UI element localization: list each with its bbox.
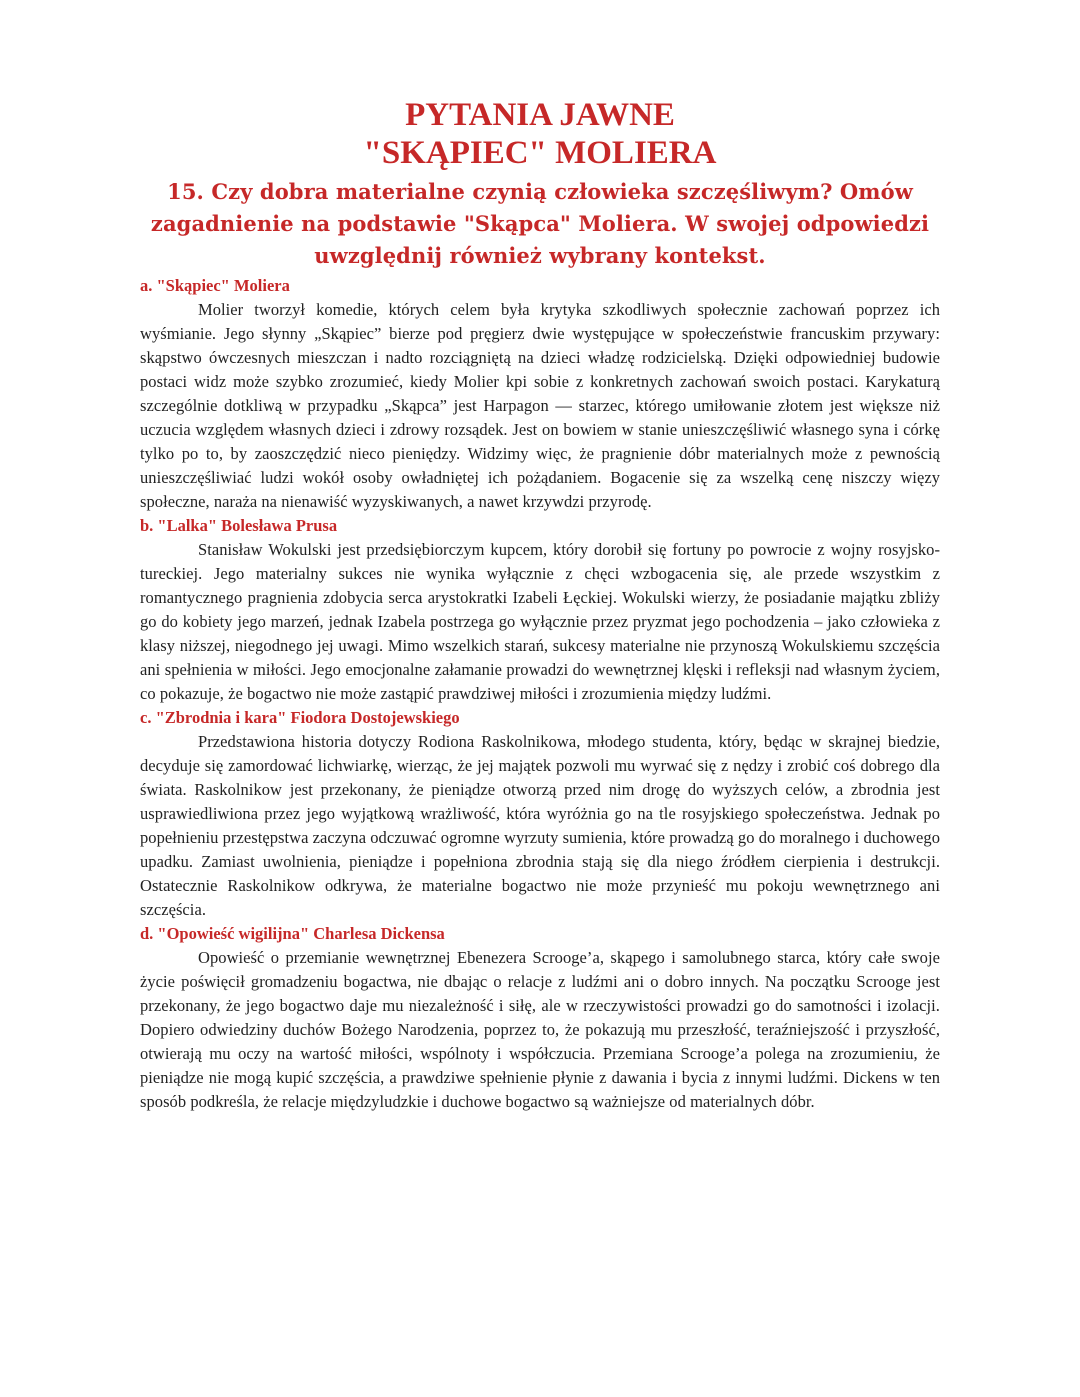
section-heading: a. "Skąpiec" Moliera (140, 276, 290, 295)
document-page (140, 96, 940, 1114)
section-heading: d. "Opowieść wigilijna" Charlesa Dickensa (140, 924, 445, 943)
section-body: Opowieść o przemianie wewnętrznej Ebenezera Scrooge’a, skąpego i samolubnego starca, który całe swoje życie poświęcił gromadzeniu bogactwa, nie dbając o relacje z ludźmi ani o dobro innych. Na początku Scrooge jest przekonany, że jego bogactwo daje mu niezależność i siłę, ale w rzeczywistości prowadzi go do samotności i izolacji. Dopiero odwiedziny duchów Bożego Narodzenia, poprzez to, że pokazują mu przeszłość, teraźniejszość i przyszłość, otwierają mu oczy na wartość miłości, wspólnoty i współczucia. Przemiana Scrooge’a polega na zrozumieniu, że pieniądze nie mogą kupić szczęścia, a prawdziwe spełnienie płynie z dawania i bycia z innymi ludźmi. Dickens w ten sposób podkreśla, że relacje międzyludzkie i duchowe bogactwo są ważniejsze od materialnych dóbr. (140, 948, 940, 1111)
section-a (140, 274, 940, 514)
section-body: Molier tworzył komedie, których celem była krytyka szkodliwych społecznie zachowań poprzez ich wyśmianie. Jego słynny „Skąpiec” bierze pod pręgierz dwie występujące w społeczeństwie francuskim przywary: skąpstwo ówczesnych mieszczan i nadto rozciągniętą na dzieci władzę rodzicielską. Dzięki odpowiedniej budowie postaci widz może szybko zrozumieć, kiedy Molier kpi sobie z konkretnych zachowań swoich postaci. Karykaturą szczególnie dotkliwą w przypadku „Skąpca” jest Harpagon — starzec, którego umiłowanie złotem jest większe niż uczucia względem własnych dzieci i zdrowy rozsądek. Jest on bowiem w stanie unieszczęśliwić własnego syna i córkę tylko po to, by zaoszczędzić nieco pieniędzy. Widzimy więc, że pragnienie dóbr materialnych może z pewnością unieszczęśliwiać ludzi wokół osoby owładniętej ich pożądaniem. Bogacenie się za wszelką cenę niszczy więzy społeczne, naraża na nienawiść wyzyskiwanych, a nawet krzywdzi przyrodę. (140, 300, 940, 511)
section-heading: c. "Zbrodnia i kara" Fiodora Dostojewskiego (140, 708, 460, 727)
section-b (140, 514, 940, 706)
section-heading: b. "Lalka" Bolesława Prusa (140, 516, 338, 535)
document-title-line-2: "SKĄPIEC" MOLIERA (363, 135, 717, 171)
section-body: Przedstawiona historia dotyczy Rodiona Raskolnikowa, młodego studenta, który, będąc w skrajnej biedzie, decyduje się zamordować lichwiarkę, wierząc, że jej majątek pozwoli mu wyrwać się z nędzy i zrobić coś dobrego dla świata. Raskolnikow jest przekonany, że pieniądze otworzą przed nim drogę do wyższych celów, a zbrodnia jest usprawiedliwiona przez jego wyjątkową wrażliwość, która wyróżnia go na tle rosyjskiego społeczeństwa. Jednak po popełnieniu przestępstwa zaczyna odczuwać ogromne wyrzuty sumienia, które prowadzą go do moralnego i duchowego upadku. Zamiast uwolnienia, pieniądze i popełniona zbrodnia stają się dla niego źródłem cierpienia i destrukcji. Ostatecznie Raskolnikow odkrywa, że materialne bogactwo nie może przynieść mu pokoju wewnętrznego ani szczęścia. (140, 732, 940, 919)
section-body: Stanisław Wokulski jest przedsiębiorczym kupcem, który dorobił się fortuny po powrocie z wojny rosyjsko-tureckiej. Jego materialny sukces nie wynika wyłącznie z chęci wzbogacenia się, ale przede wszystkim z romantycznego pragnienia zdobycia serca arystokratki Izabeli Łęckiej. Wokulski wierzy, że posiadanie majątku zbliży go do kobiety jego marzeń, jednak Izabela postrzega go wyłącznie przez pryzmat jego pochodzenia – jako człowieka z klasy niższej, niegodnego jej uwagi. Mimo wszelkich starań, sukcesy materialne nie przynoszą Wokulskiemu szczęścia ani spełnienia w miłości. Jego emocjonalne załamanie prowadzi do wewnętrznej klęski i refleksji nad własnym życiem, co pokazuje, że bogactwo nie może zastąpić prawdziwej miłości i zrozumienia między ludźmi. (140, 540, 940, 703)
section-d (140, 922, 940, 1114)
document-title-line-1: PYTANIA JAWNE (405, 97, 675, 133)
section-c (140, 706, 940, 922)
question-heading: 15. Czy dobra materialne czynią człowieka szczęśliwym? Omów zagadnienie na podstawie "Skąpca" Moliera. W swojej odpowiedzi uwzględnij również wybrany kontekst. (150, 179, 930, 268)
